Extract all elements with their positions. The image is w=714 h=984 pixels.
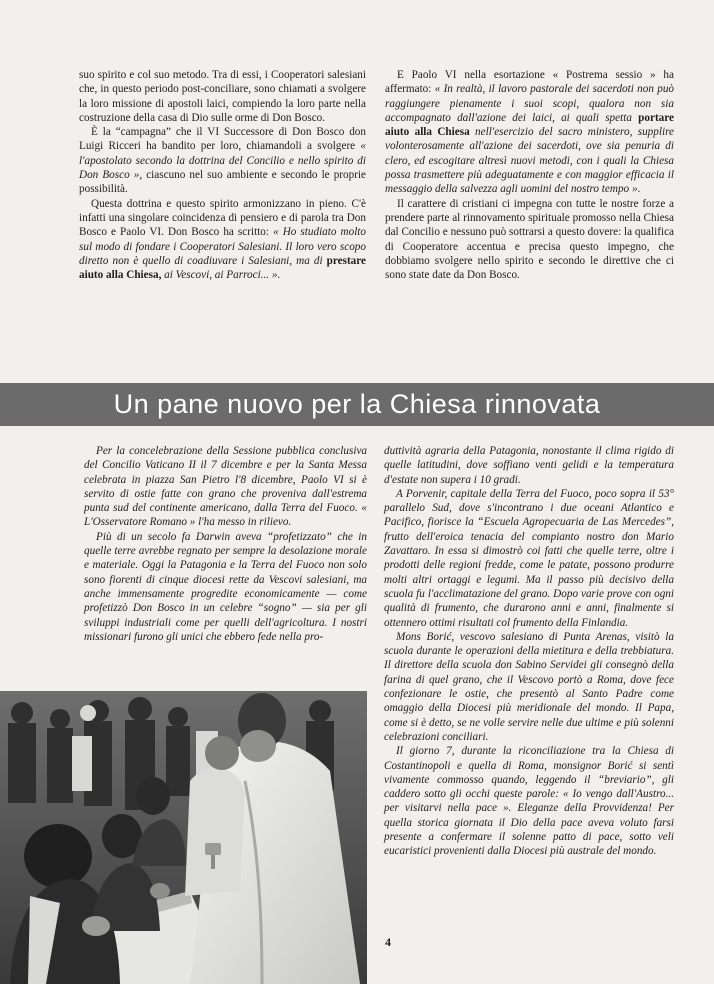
paragraph: duttività agraria della Patagonia, nonostante il clima rigido di quelle latitudini, dove soffiano venti gelidi e la temperatura d'estate non supera i 10 gradi.: [384, 445, 674, 486]
text-run: Questa dottrina e questo spirito armonizzano in pieno. C'è infatti una singolare coincidenza di pensiero e di parola tra Don Bosco e Paolo VI. Don Bosco ha scritto:: [79, 197, 366, 239]
paragraph: Mons Borić, vescovo salesiano di Punta Arenas, visitò la scuola durante le operazioni della mietitura e della trebbiatura. Il direttore della scuola don Sabino Servidei gli consegnò della farina di quel grano, che il Vescovo portò a Roma, dove fece confezionare le ostie, che presentò al Santo Padre come omaggio della Diocesi più meridionale del mondo. Il Papa, come si è detto, se ne volle servire nelle due ultime e più solenni celebrazioni conciliari.: [384, 630, 674, 743]
paragraph: suo spirito e col suo metodo. Tra di essi, i Cooperatori salesiani che, in questo periodo post-conciliare, sono chiamati a svolgere la loro missione di apostoli laici, compiendo la loro parte nella costruzione della casa di Dio sulle orme di Don Bosco.: [79, 69, 366, 124]
paragraph: Il carattere di cristiani ci impegna con tutte le nostre forze a prendere parte al rinnovamento spirituale promosso nella Chiesa dal Concilio e nessuno può sottrarsi a questo dovere: la qualifica di Cooperatore accentua e precisa questo impegno, che dobbiamo svolgere nello spirito e secondo le direttive che ci sono state date da Don Bosco.: [385, 197, 674, 282]
article-right-column: [384, 444, 674, 859]
italic-quote: « Ho studiato molto sul modo di fondare i Cooperatori Salesiani. Il loro vero scopo diretto non è quello di coadiuvare i Salesiani, ma di: [79, 226, 367, 267]
italic-quote: « In realtà, il lavoro pastorale dei sacerdoti non può raggiungere pienamente i suoi scopi, qualora non sia accompagnato dall'azione dei laici, ai quali spetta: [385, 83, 675, 124]
paragraph: [385, 68, 674, 197]
paragraph: Il giorno 7, durante la riconciliazione tra la Chiesa di Costantinopoli e quella di Roma, monsignor Borić si sentì vivamente commosso quando, leggendo il “breviario”, gli caddero sotto gli occhi queste parole: « Io vengo dall'Austro... per visitarvi nella pace ». Eleganze della Provvidenza! Per quella storica giornata il Dio della pace aveva voluto farsi presente a confermare il solenne patto di pace, sotto veli eucaristici provenienti dalla Diocesi più australe del mondo.: [384, 745, 674, 858]
paragraph: [79, 125, 366, 196]
paragraph: A Porvenir, capitale della Terra del Fuoco, poco sopra il 53° parallelo Sud, dove s'incontrano i due oceani Atlantico e Pacifico, fiorisce la “Escuela Agropecuaria de Las Mercedes”, frutto dell'eroica tenacia del compianto nostro don Mario Zavattaro. In essa si dimostrò coi fatti che quelle terre, oltre i prodotti delle regioni fredde, come le patate, possono produrre molti altri ortaggi e legumi. Ma il passo più decisivo della scuola fu l'acclimatazione del grano. Dopo varie prove con ogni qualità di frumento, che durarono anni e anni, finalmente si ottennero ottimi risultati col frumento della Finlandia.: [384, 487, 674, 629]
top-right-column: [385, 68, 674, 282]
communion-photo: [0, 691, 367, 984]
article-title: Un pane nuovo per la Chiesa rinnovata: [113, 389, 601, 419]
bold-phrase: portare aiuto alla Chiesa: [385, 111, 674, 139]
bold-phrase: prestare aiuto alla Chiesa,: [79, 254, 366, 282]
text-run: È la “campagna” che il VI Successore di Don Bosco don Luigi Ricceri ha bandito per loro, chiamandoli a svolgere: [79, 126, 366, 153]
paragraph: [79, 197, 366, 283]
article-left-column: [84, 444, 367, 644]
top-left-column: [79, 68, 366, 282]
italic-quote: nell'esercizio del sacro ministero, supplire volonterosamente all'azione dei sacerdoti, ove sia penuria di clero, ed escogitare altresì nuovi metodi, con i quali la Chiesa possa trasmettere più adeguatamente e con maggior efficacia il messaggio della salvezza agli uomini del nostro tempo »: [385, 126, 674, 196]
article-title-banner: [0, 383, 714, 426]
page-number: 4: [385, 935, 391, 949]
paragraph: Più di un secolo fa Darwin aveva “profetizzato” che in quelle terre avrebbe regnato per sempre la desolazione morale e materiale. Oggi la Patagonia e la Terra del Fuoco non solo sono fiorenti di cinque diocesi rette da Vescovi salesiani, ma anche immensamente progredite economicamente — come profetizzò Don Bosco in un celebre “sogno” — sia per gli sviluppi industriali come per quelli dell'agricoltura. I nostri missionari furono gli unici che ebbero fede nella pro-: [84, 530, 367, 643]
italic-quote: ai Vescovi, ai Parroci... ».: [164, 269, 281, 282]
photo-illustration: [0, 691, 367, 984]
text-run: .: [637, 183, 641, 196]
text-run: E Paolo VI nella esortazione « Postrema sessio » ha affermato:: [385, 69, 674, 96]
italic-quote: « l'apostolato secondo la dottrina del Concilio e nello spirito di Don Bosco »: [79, 140, 367, 182]
paragraph: Per la concelebrazione della Sessione pubblica conclusiva del Concilio Vaticano II il 7 dicembre e per la Santa Messa celebrata in piazza San Pietro l'8 dicembre, Paolo VI si è servito di ostie fatte con grano che proveniva dall'estrema punta sud del continente americano, dalla Terra del Fuoco. « L'Osservatore Romano » l'ha messo in rilievo.: [84, 445, 367, 529]
text-run: , ciascuno nel suo ambiente e secondo le proprie possibilità.: [79, 169, 367, 196]
